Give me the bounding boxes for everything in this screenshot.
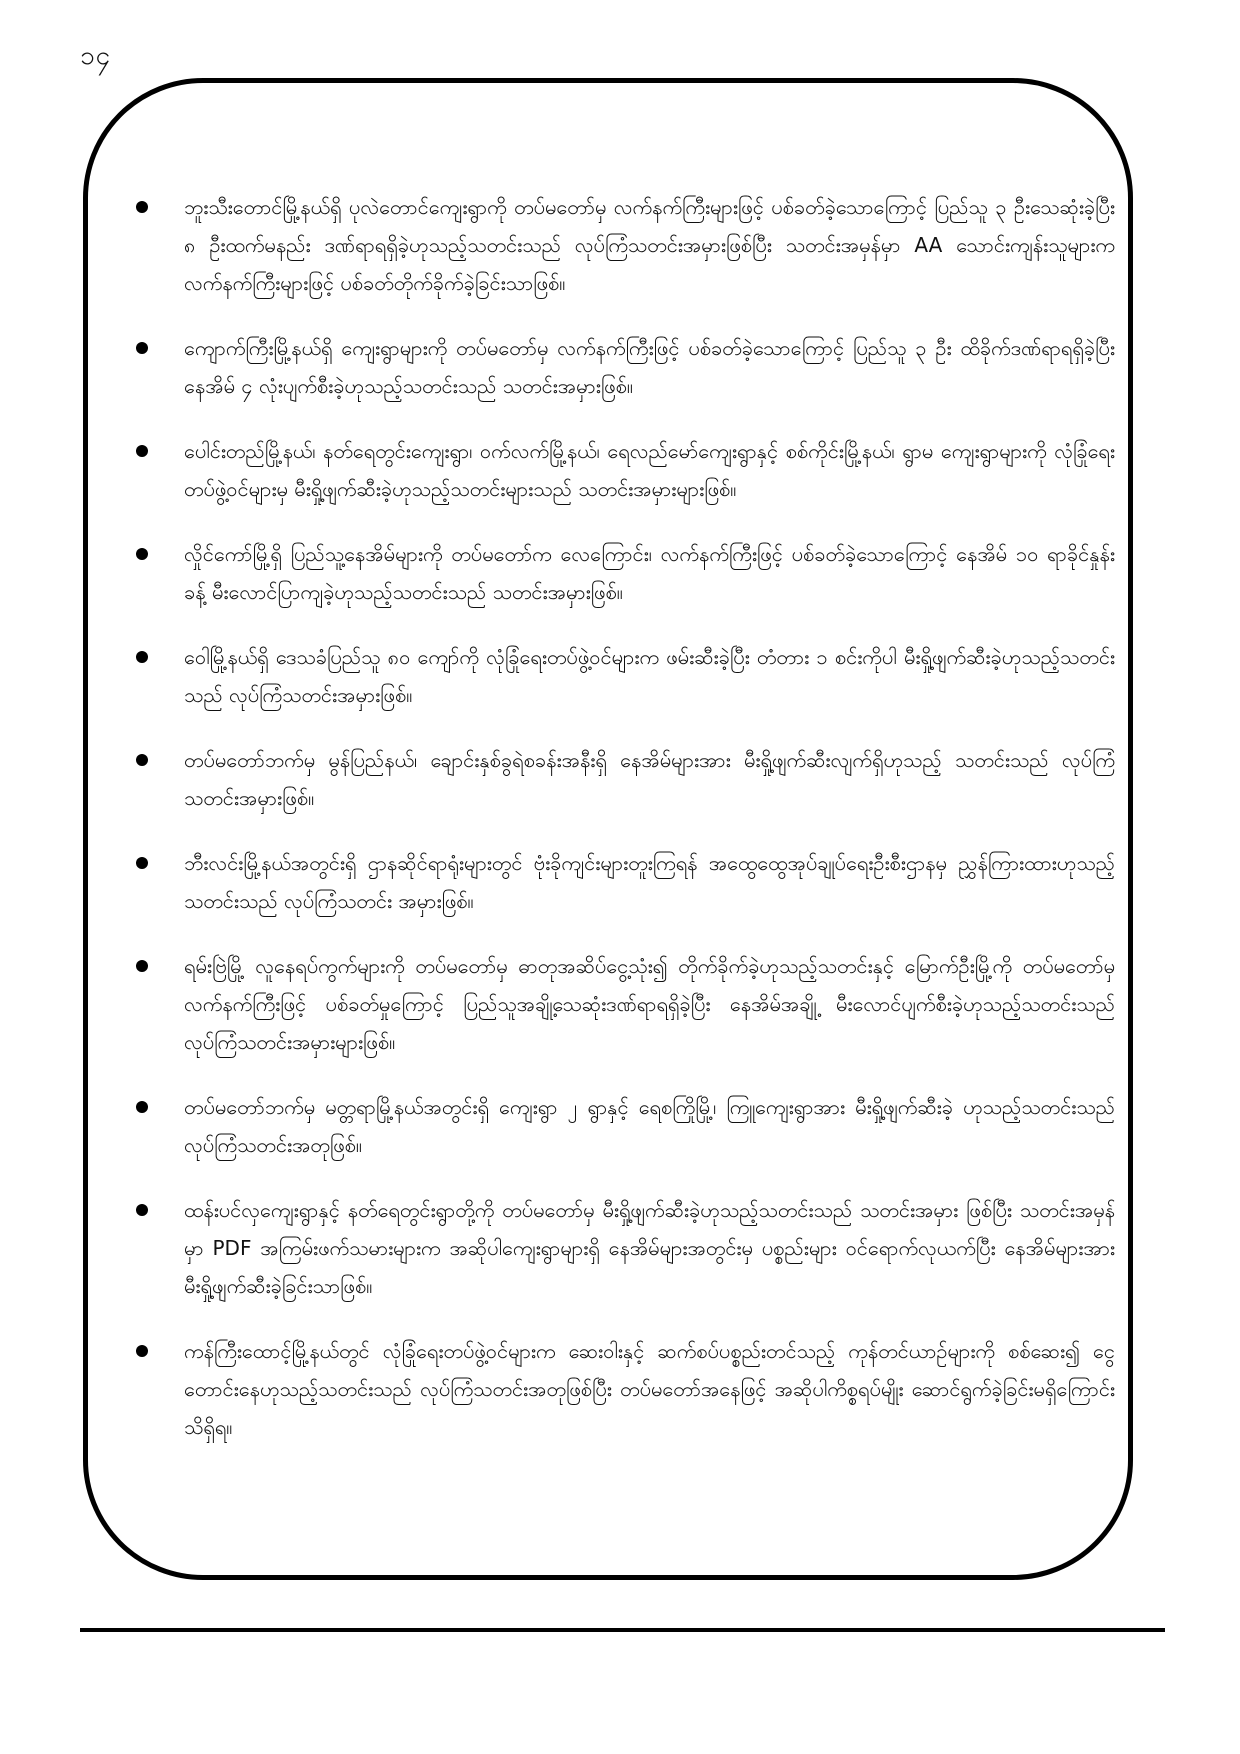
list-item bbox=[130, 535, 1115, 611]
list-item bbox=[130, 432, 1115, 508]
list-item-text: ကန်ကြီးထောင့်မြို့နယ်တွင် လုံခြုံရေးတပ်ဖွဲ့ဝင်များက ဆေးဝါးနှင့် ဆက်စပ်ပစ္စည်းတင်သည့် ကုန်တင်ယာဉ်များကို စစ်ဆေး၍ ငွေတောင်းနေဟုသည့်သတင်းသည် လုပ်ကြံသတင်းအတုဖြစ်ပြီး တပ်မတော်အနေဖြင့် အဆိုပါကိစ္စရပ်မျိုး ဆောင်ရွက်ခဲ့ခြင်းမရှိကြောင်း သိရှိရ။ bbox=[184, 1339, 1115, 1439]
bullet-icon bbox=[136, 201, 148, 213]
list-item-text: ထန်းပင်လှကျေးရွာနှင့် နတ်ရေတွင်းရွာတို့ကို တပ်မတော်မှ မီးရှို့ဖျက်ဆီးခဲ့ဟုသည့်သတင်းသည် သတင်းအမှား ဖြစ်ပြီး သတင်းအမှန်မှာ PDF အကြမ်းဖက်သမားများက အဆိုပါကျေးရွာများရှိ နေအိမ်များအတွင်းမှ ပစ္စည်းများ ဝင်ရောက်လုယက်ပြီး နေအိမ်များအား မီးရှို့ဖျက်ဆီးခဲ့ခြင်းသာဖြစ်။ bbox=[184, 1198, 1115, 1298]
bullet-icon bbox=[136, 1101, 148, 1113]
list-item bbox=[130, 638, 1115, 714]
list-item-text: ကျောက်ကြီးမြို့နယ်ရှိ ကျေးရွာများကို တပ်မတော်မှ လက်နက်ကြီးဖြင့် ပစ်ခတ်ခဲ့သောကြောင့် ပြည်သူ ၃ ဦး ထိခိုက်ဒဏ်ရာရရှိခဲ့ပြီး နေအိမ် ၄ လုံးပျက်စီးခဲ့ဟုသည့်သတင်းသည် သတင်းအမှားဖြစ်။ bbox=[184, 336, 1115, 398]
list-item bbox=[130, 1332, 1115, 1446]
list-item bbox=[130, 1191, 1115, 1305]
list-item-text: ဘီးလင်းမြို့နယ်အတွင်းရှိ ဌာနဆိုင်ရာရုံးများတွင် ဗုံးခိုကျင်းများတူးကြရန် အထွေထွေအုပ်ချုပ်ရေးဦးစီးဌာနမှ ညွှန်ကြားထားဟုသည့်သတင်းသည် လုပ်ကြံသတင်း အမှားဖြစ်။ bbox=[184, 851, 1115, 913]
bullet-icon bbox=[136, 960, 148, 972]
list-item-text: တပ်မတော်ဘက်မှ မတ္တရာမြို့နယ်အတွင်းရှိ ကျေးရွာ ၂ ရွာနှင့် ရေစကြိုမြို့၊ ကြူကျေးရွာအား မီးရှို့ဖျက်ဆီးခဲ့ ဟုသည့်သတင်းသည် လုပ်ကြံသတင်းအတုဖြစ်။ bbox=[184, 1095, 1115, 1157]
list-item-text: ဘူးသီးတောင်မြို့နယ်ရှိ ပုလဲတောင်ကျေးရွာကို တပ်မတော်မှ လက်နက်ကြီးများဖြင့် ပစ်ခတ်ခဲ့သောကြောင့် ပြည်သူ ၃ ဦးသေဆုံးခဲ့ပြီး ၈ ဦးထက်မနည်း ဒဏ်ရာရရှိခဲ့ဟုသည့်သတင်းသည် လုပ်ကြံသတင်းအမှားဖြစ်ပြီး သတင်းအမှန်မှာ AA သောင်းကျန်းသူများက လက်နက်ကြီးများဖြင့် ပစ်ခတ်တိုက်ခိုက်ခဲ့ခြင်းသာဖြစ်။ bbox=[184, 195, 1115, 295]
page-number: ၁၄ bbox=[80, 41, 112, 71]
list-item-text: ရမ်းဗြဲမြို့ လူနေရပ်ကွက်များကို တပ်မတော်မှ ဓာတုအဆိပ်ငွေ့သုံး၍ တိုက်ခိုက်ခဲ့ဟုသည့်သတင်းနှင့် မြောက်ဦးမြို့ကို တပ်မတော်မှ လက်နက်ကြီးဖြင့် ပစ်ခတ်မှုကြောင့် ပြည်သူအချို့သေဆုံးဒဏ်ရာရရှိခဲ့ပြီး နေအိမ်အချို့ မီးလောင်ပျက်စီးခဲ့ဟုသည့်သတင်းသည် လုပ်ကြံသတင်းအမှားများဖြစ်။ bbox=[184, 954, 1115, 1054]
list-item-text: ဝေါမြို့နယ်ရှိ ဒေသခံပြည်သူ ၈၀ ကျော်ကို လုံခြုံရေးတပ်ဖွဲ့ဝင်များက ဖမ်းဆီးခဲ့ပြီး တံတား ၁ စင်းကိုပါ မီးရှို့ဖျက်ဆီးခဲ့ဟုသည့်သတင်းသည် လုပ်ကြံသတင်းအမှားဖြစ်။ bbox=[184, 645, 1115, 707]
bullet-icon bbox=[136, 445, 148, 457]
list-item bbox=[130, 188, 1115, 302]
list-item-text: လှိုင်ကော်မြို့ရှိ ပြည်သူ့နေအိမ်များကို တပ်မတော်က လေကြောင်း၊ လက်နက်ကြီးဖြင့် ပစ်ခတ်ခဲ့သောကြောင့် နေအိမ် ၁၀ ရာခိုင်နှုန်းခန့် မီးလောင်ပြာကျခဲ့ဟုသည့်သတင်းသည် သတင်းအမှားဖြစ်။ bbox=[184, 542, 1115, 604]
list-item bbox=[130, 844, 1115, 920]
bullet-icon bbox=[136, 754, 148, 766]
list-item bbox=[130, 741, 1115, 817]
footer-divider bbox=[80, 1628, 1165, 1632]
list-item-text: ပေါင်းတည်မြို့နယ်၊ နတ်ရေတွင်းကျေးရွာ၊ ဝက်လက်မြို့နယ်၊ ရေလည်မော်ကျေးရွာနှင့် စစ်ကိုင်းမြို့နယ်၊ ရွာမ ကျေးရွာများကို လုံခြုံရေးတပ်ဖွဲ့ဝင်များမှ မီးရှို့ဖျက်ဆီးခဲ့ဟုသည့်သတင်းများသည် သတင်းအမှားများဖြစ်။ bbox=[184, 439, 1115, 501]
news-fact-check-list bbox=[130, 188, 1115, 1473]
list-item bbox=[130, 1088, 1115, 1164]
bullet-icon bbox=[136, 857, 148, 869]
bullet-icon bbox=[136, 1345, 148, 1357]
list-item-text: တပ်မတော်ဘက်မှ မွန်ပြည်နယ်၊ ချောင်းနှစ်ခွရဲစခန်းအနီးရှိ နေအိမ်များအား မီးရှို့ဖျက်ဆီးလျက်ရှိဟုသည့် သတင်းသည် လုပ်ကြံသတင်းအမှားဖြစ်။ bbox=[184, 748, 1115, 810]
list-item bbox=[130, 329, 1115, 405]
bullet-icon bbox=[136, 651, 148, 663]
list-item bbox=[130, 947, 1115, 1061]
bullet-icon bbox=[136, 548, 148, 560]
bullet-icon bbox=[136, 342, 148, 354]
bullet-icon bbox=[136, 1204, 148, 1216]
